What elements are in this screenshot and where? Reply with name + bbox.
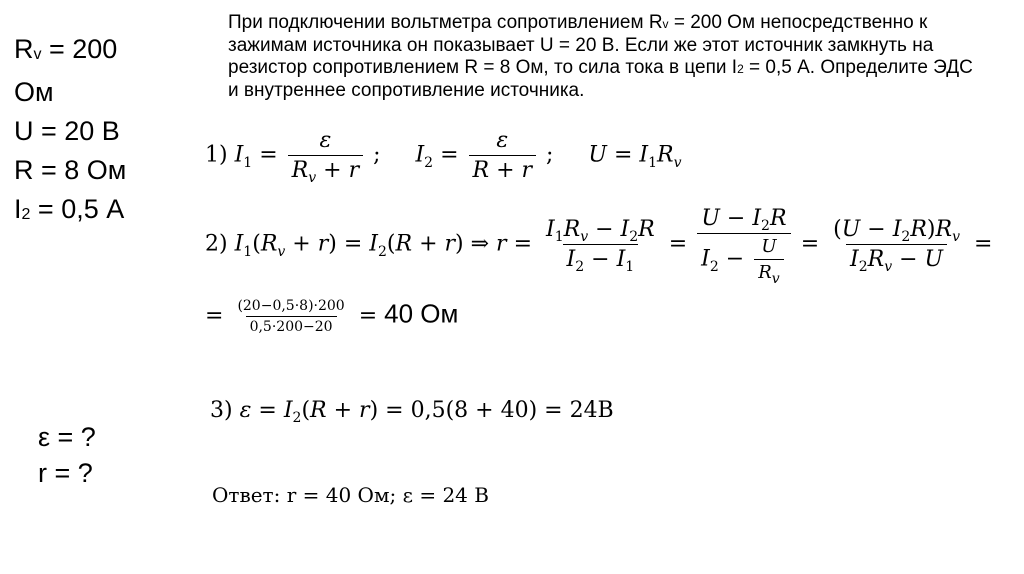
given-data xyxy=(14,30,126,233)
given-rv: Rv = 200 xyxy=(14,34,118,64)
step-2-calculation: = $\frac{(20-0,5\cdot 8)\cdot 200}{0,5\cdot 200-20}$ = 40 Ом xyxy=(205,298,459,335)
given-i2: I2 = 0,5 А xyxy=(14,194,125,224)
given-r: R = 8 Ом xyxy=(14,155,127,185)
step-3-emf: 3) $\varepsilon = I_2(R + r) = 0,5(8 + 40) = 24B$ xyxy=(210,398,614,426)
unknowns xyxy=(38,419,96,491)
problem-statement: При подключении вольтметра сопротивлением Rv = 200 Ом непосредственно к зажимам источника он показывает U = 20 В. Если же этот источник замкнуть на резистор сопротивлением R = 8 Ом, то сила тока в цепи I2 = 0,5 А. Определите ЭДС и внутреннее сопротивление источника. xyxy=(228,12,973,101)
calc-result: 40 Ом xyxy=(384,298,459,329)
step-2-derivation: 2) $I_1(R_v + r) = I_2(R + r)$ ⇒ r = $\frac{I_1R_v - I_2R}{I_2 - I_1}$ = $U - I_2R$ $I_2$ − $\frac{U}{R_v}$ = $\frac{(U - I_2R)R_v}{I_2R_v - U}$ = xyxy=(205,206,993,287)
final-answer: Ответ: r = 40 Ом; ε = 24 В xyxy=(212,483,489,507)
unknown-emf: ε = ? xyxy=(38,422,96,452)
given-rv-unit: Ом xyxy=(14,77,54,107)
unknown-r: r = ? xyxy=(38,458,93,488)
step-1-formulas: 1) $I_1$ = $\frac{\varepsilon}{R_v + r}$ ; $I_2$ = $\frac{\varepsilon}{R + r}$ ; $U = I_1R_v$ xyxy=(205,128,682,186)
given-u: U = 20 В xyxy=(14,116,120,146)
